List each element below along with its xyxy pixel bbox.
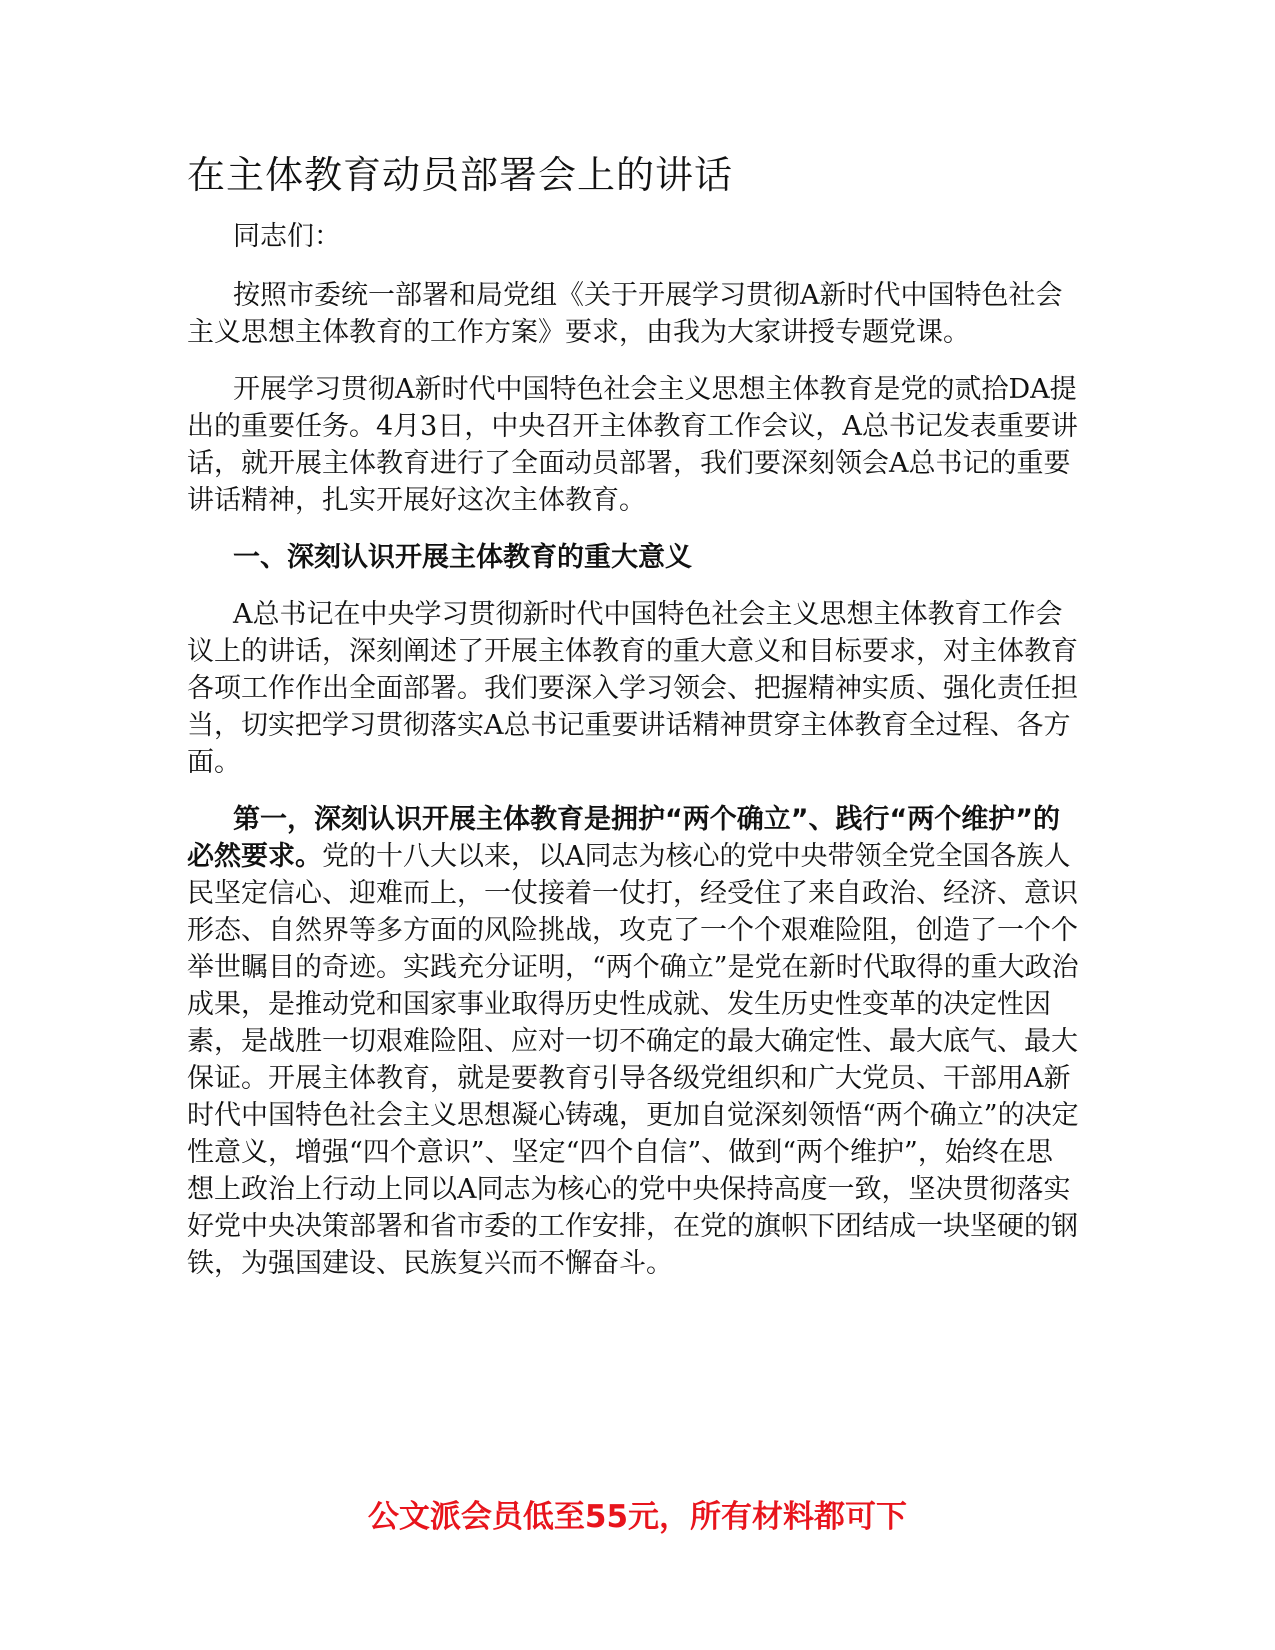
- paragraph-point-one: [187, 801, 1079, 1282]
- point-one-text: 党的十八大以来，以A同志为核心的党中央带领全党全国各族人民坚定信心、迎难而上，一仗接着一仗打，经受住了来自政治、经济、意识形态、自然界等多方面的风险挑战，攻克了一个个艰难险阻，创造了一个个举世瞩目的奇迹。实践充分证明，“两个确立”是党在新时代取得的重大政治成果，是推动党和国家事业取得历史性成就、发生历史性变革的决定性因素，是战胜一切艰难险阻、应对一切不确定的最大确定性、最大底气、最大保证。开展主体教育，就是要教育引导各级党组织和广大党员、干部用A新时代中国特色社会主义思想凝心铸魂，更加自觉深刻领悟“两个确立”的决定性意义，增强“四个意识”、坚定“四个自信”、做到“两个维护”，始终在思想上政治上行动上同以A同志为核心的党中央保持高度一致，坚决贯彻落实好党中央决策部署和省市委的工作安排，在党的旗帜下团结成一块坚硬的钢铁，为强国建设、民族复兴而不懈奋斗。: [187, 841, 1079, 1279]
- section-heading: 一、深刻认识开展主体教育的重大意义: [233, 542, 692, 573]
- paragraph-section-intro: A总书记在中央学习贯彻新时代中国特色社会主义思想主体教育工作会议上的讲话，深刻阐述了开展主体教育的重大意义和目标要求，对主体教育各项工作作出全面部署。我们要深入学习领会、把握精神实质、强化责任担当，切实把学习贯彻落实A总书记重要讲话精神贯穿主体教育全过程、各方面。: [187, 599, 1078, 778]
- document-body: [187, 218, 1079, 1302]
- greeting: 同志们：: [233, 221, 341, 252]
- point-one-lead: 第一，深刻认识开展主体教育是拥护“两个确立”、践行“两个维护”的必然要求。: [187, 804, 1060, 872]
- paragraph-intro: 按照市委统一部署和局党组《关于开展学习贯彻A新时代中国特色社会主义思想主体教育的工作方案》要求，由我为大家讲授专题党课。: [187, 280, 1063, 348]
- promo-banner: 公文派会员低至55元，所有材料都可下: [367, 1499, 908, 1535]
- document-title: 在主体教育动员部署会上的讲话: [187, 153, 734, 197]
- paragraph-background: 开展学习贯彻A新时代中国特色社会主义思想主体教育是党的贰拾DA提出的重要任务。4月3日，中央召开主体教育工作会议，A总书记发表重要讲话，就开展主体教育进行了全面动员部署，我们要深刻领会A总书记的重要讲话精神，扎实开展好这次主体教育。: [187, 374, 1078, 516]
